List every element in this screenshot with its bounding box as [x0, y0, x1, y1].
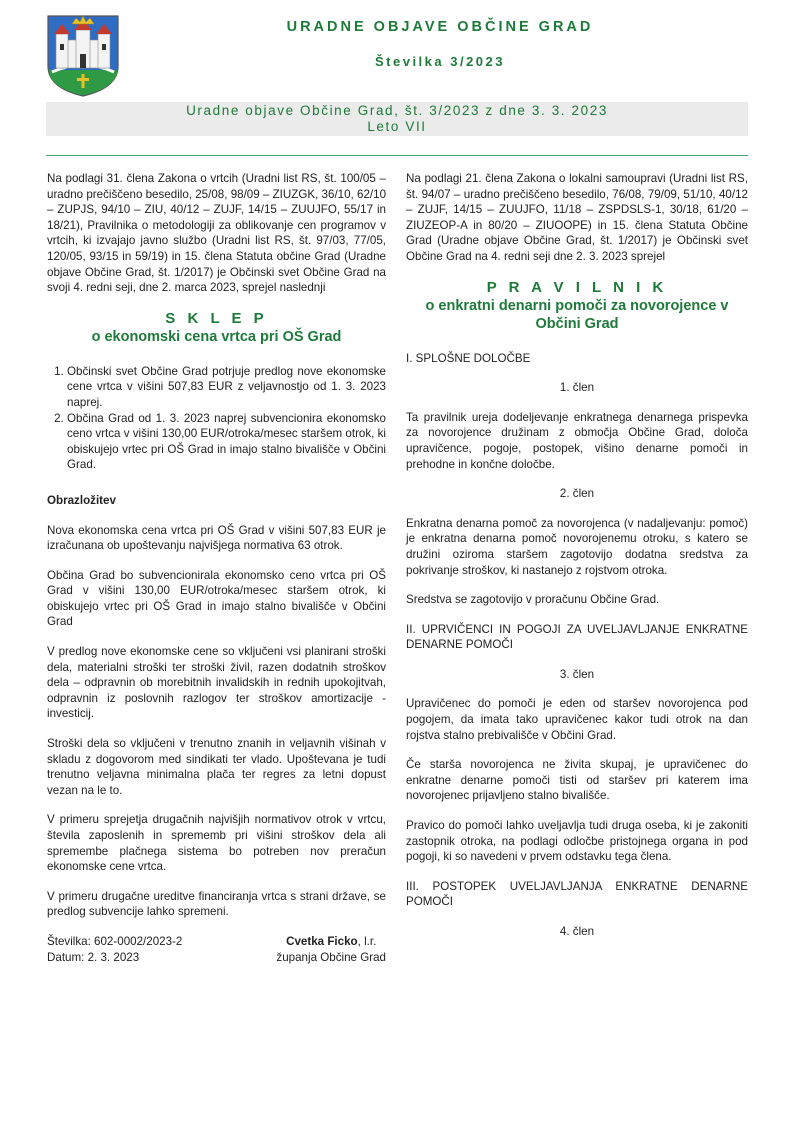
paragraph: Ta pravilnik ureja dodeljevanje enkratnega denarnega prispevka za novorojence družinam z območja Občine Grad, določa upravičence, pogoje, postopek, višino denarne pomoči in prehodne in končne določbe. [406, 410, 748, 471]
right-column [406, 171, 748, 954]
issue-banner [46, 102, 748, 136]
paragraph: Pravico do pomoči lahko uveljavlja tudi druga oseba, ki je zakoniti zastopnik otroka, na podlagi odločbe pristojnega organa in pod pogoji, ki so navedeni v prvem odstavku tega člena. [406, 819, 748, 864]
municipal-crest-logo [46, 14, 120, 98]
article-3-heading: 3. člen [559, 667, 595, 681]
document-number: Številka: 602-0002/2023-2 [47, 934, 183, 948]
signer-role: županja Občine Grad [276, 950, 386, 964]
document-date: Datum: 2. 3. 2023 [47, 950, 140, 964]
signer-name: Cvetka Ficko [286, 934, 358, 948]
section-heading-1: I. SPLOŠNE DOLOČBE [406, 351, 531, 365]
sklep-items [47, 364, 386, 473]
pravilnik-title: P R A V I L N I K [486, 278, 668, 296]
banner-line-2: Leto VII [367, 119, 427, 134]
paragraph: Nova ekonomska cena vrtca pri OŠ Grad v višini 507,83 EUR je izračunana ob upoštevanju najvišjega normativa 63 otrok. [47, 523, 386, 553]
paragraph: V primeru sprejetja drugačnih najvišjih normativov otrok v vrtcu, števila zaposlenih in sprememb pri višini stroškov dela ali spremembe plačnega sistema bo potreben nov preračun ekonomske cene vrtca. [47, 813, 386, 874]
paragraph: Občina Grad bo subvencionirala ekonomsko ceno vrtca pri OŠ Grad v višini 130,00 EUR/otroka/mesec staršem otrok, ki obiskujejo vrtec pri OŠ Grad in imajo stalno bivališče v Občini Grad [47, 568, 386, 629]
explanation-title: Obrazložitev [47, 493, 116, 507]
paragraph: Sredstva se zagotovijo v proračunu Občine Grad. [406, 593, 660, 607]
sklep-intro: Na podlagi 31. člena Zakona o vrtcih (Uradni list RS, št. 100/05 – uradno prečiščeno besedilo, 25/08, 98/09 – ZIUZGK, 36/10, 62/10 – ZUPJS, 94/10 – ZIU, 40/12 – ZUJF, 14/15 – ZUUJFO, 55/17 in 18/21), Pravilnika o metodologiji za oblikovanje cen programov v vrtcih, ki izvajajo javno službo (Uradni list RS, št. 97/03, 77/05, 120/05, 93/15 in 59/19) in 15. člena Statuta občine Grad (Uradne objave Občine Grad, št. 1/2017) je Občinski svet Občine Grad na svoji 4. redni seji, dne 2. marca 2023, sprejel naslednji [47, 172, 387, 295]
pravilnik-intro: Na podlagi 21. člena Zakona o lokalni samoupravi (Uradni list RS, št. 94/07 – uradno prečiščeno besedilo, 76/08, 79/09, 51/10, 40/12 – ZUJF, 14/15 – ZUUJFO, 11/18 – ZSPDSLS-1, 30/18, 61/20 – ZIUZEOP-A in 80/20 – ZIUOOPE) in 15. člena Statuta Občine Grad (Uradne objave Občine Grad, št. 1/2017) je Občinski svet Občine Grad na 4. redni seji dne 2. 3. 2023 sprejel [406, 172, 748, 263]
article-4-heading: 4. člen [559, 925, 595, 938]
article-2-heading: 2. člen [559, 487, 595, 501]
paragraph: Enkratna denarna pomoč za novorojenca (v nadaljevanju: pomoč) je enkratna denarna pomoč novorojenemu otroku, s katero se družini oziroma staršem zagotovijo dodatna sredstva za pokrivanje stroškov, ki nastanejo z rojstvom otroka. [406, 516, 748, 577]
list-item: 2. Občina Grad od 1. 3. 2023 naprej subvencionira ekonomsko ceno vrtca v višini 130,00 EUR/otroka/mesec staršem otrok, ki obiskujejo vrtec pri OŠ Grad in imajo stalno bivališče v Občini Grad. [67, 411, 386, 473]
paragraph: V primeru drugačne ureditve financiranja vrtca s strani države, se predlog subvencije lahko spremeni. [47, 889, 386, 919]
paragraph: V predlog nove ekonomske cene so vključeni vsi planirani stroški dela, materialni stroški ter stroški živil, razen dodatnih stroškov dela – odpravnin ob morebitnih invalidskih in rednih upokojitvah, odpravnin iz poslovnih razlogov ter stroškov amortizacije - investicij. [47, 645, 386, 721]
publication-title: URADNE OBJAVE OBČINE GRAD [286, 19, 594, 35]
sklep-subtitle: o ekonomski cena vrtca pri OŠ Grad [91, 328, 342, 345]
left-column [47, 171, 386, 965]
pravilnik-subtitle: o enkratni denarni pomoči za novorojence v Občini Grad [425, 297, 729, 332]
paragraph: Upravičenec do pomoči je eden od staršev novorojenca pod pogojem, da imata tako upravičenec kakor tudi otrok na dan rojstva stalno prebivališče v Občini Grad. [406, 697, 748, 742]
banner-line-1: Uradne objave Občine Grad, št. 3/2023 z dne 3. 3. 2023 [186, 103, 608, 118]
list-item: 1. Občinski svet Občine Grad potrjuje predlog nove ekonomske cene vrtca v višini 507,83 EUR z veljavnostjo od 1. 3. 2023 naprej. [67, 364, 386, 411]
section-heading-2: II. UPRVIČENCI IN POGOJI ZA UVELJAVLJANJE ENKRATNE DENARNE POMOČI [406, 622, 748, 652]
signature-block [47, 934, 386, 965]
issue-number: Številka 3/2023 [374, 54, 506, 69]
divider [46, 155, 748, 156]
article-1-heading: 1. člen [559, 381, 595, 395]
section-heading-3: III. POSTOPEK UVELJAVLJANJA ENKRATNE DENARNE POMOČI [406, 879, 748, 909]
paragraph: Če starša novorojenca ne živita skupaj, je upravičenec do enkratne denarne pomoči tisti od staršev pri katerem ima novorojenec prijavljeno stalno bivališče. [406, 758, 748, 803]
sklep-title: S K L E P [165, 309, 268, 327]
signer-suffix: , l.r. [357, 934, 377, 948]
paragraph: Stroški dela so vključeni v trenutno znanih in veljavnih višinah v skladu z dogovorom med sindikati ter vlado. Upoštevana je tudi trenutno veljavna minimalna plača ter regres za letni dopust vezan na le to. [47, 737, 386, 797]
